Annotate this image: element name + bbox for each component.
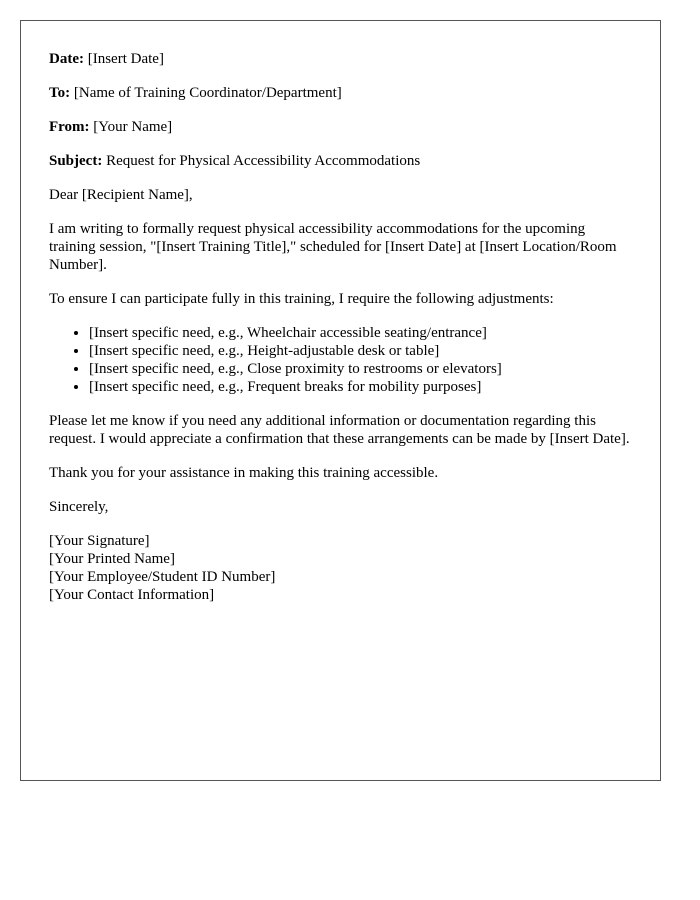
intro-paragraph: I am writing to formally request physical accessibility accommodations for the upcoming training session, "[Insert Training Title]," scheduled for [Insert Date] at [Insert Location/Room Number]. — [49, 221, 617, 273]
printed-name-line: [Your Printed Name] — [49, 551, 175, 567]
from-line — [49, 118, 632, 136]
list-item: • [Insert specific need, e.g., Wheelchair accessible seating/entrance] — [89, 324, 632, 342]
list-item: • [Insert specific need, e.g., Height-adjustable desk or table] — [89, 342, 632, 360]
needs-intro-paragraph: To ensure I can participate fully in this training, I require the following adjustments: — [49, 291, 554, 307]
id-number-line: [Your Employee/Student ID Number] — [49, 569, 276, 585]
thanks-paragraph: Thank you for your assistance in making this training accessible. — [49, 465, 439, 481]
signature-block — [49, 532, 632, 604]
to-value: [Name of Training Coordinator/Department] — [73, 85, 342, 101]
needs-list — [49, 324, 632, 396]
date-label: Date: — [49, 51, 84, 67]
date-line — [49, 50, 632, 68]
salutation: Dear [Recipient Name], — [49, 187, 193, 203]
to-label: To: — [49, 85, 71, 101]
signoff: Sincerely, — [49, 499, 109, 515]
subject-label: Subject: — [49, 153, 103, 169]
to-line — [49, 84, 632, 102]
letter-page — [20, 20, 661, 781]
date-value: [Insert Date] — [87, 51, 164, 67]
signature-line: [Your Signature] — [49, 533, 150, 549]
followup-paragraph: Please let me know if you need any additional information or documentation regarding this request. I would appreciate a confirmation that these arrangements can be made by [Insert Date]. — [49, 413, 630, 447]
contact-line: [Your Contact Information] — [49, 587, 215, 603]
list-item: • [Insert specific need, e.g., Close proximity to restrooms or elevators] — [89, 360, 632, 378]
subject-value: Request for Physical Accessibility Accommodations — [106, 153, 421, 169]
subject-line — [49, 152, 632, 170]
from-value: [Your Name] — [93, 119, 173, 135]
list-item: • [Insert specific need, e.g., Frequent breaks for mobility purposes] — [89, 378, 632, 396]
from-label: From: — [49, 119, 90, 135]
